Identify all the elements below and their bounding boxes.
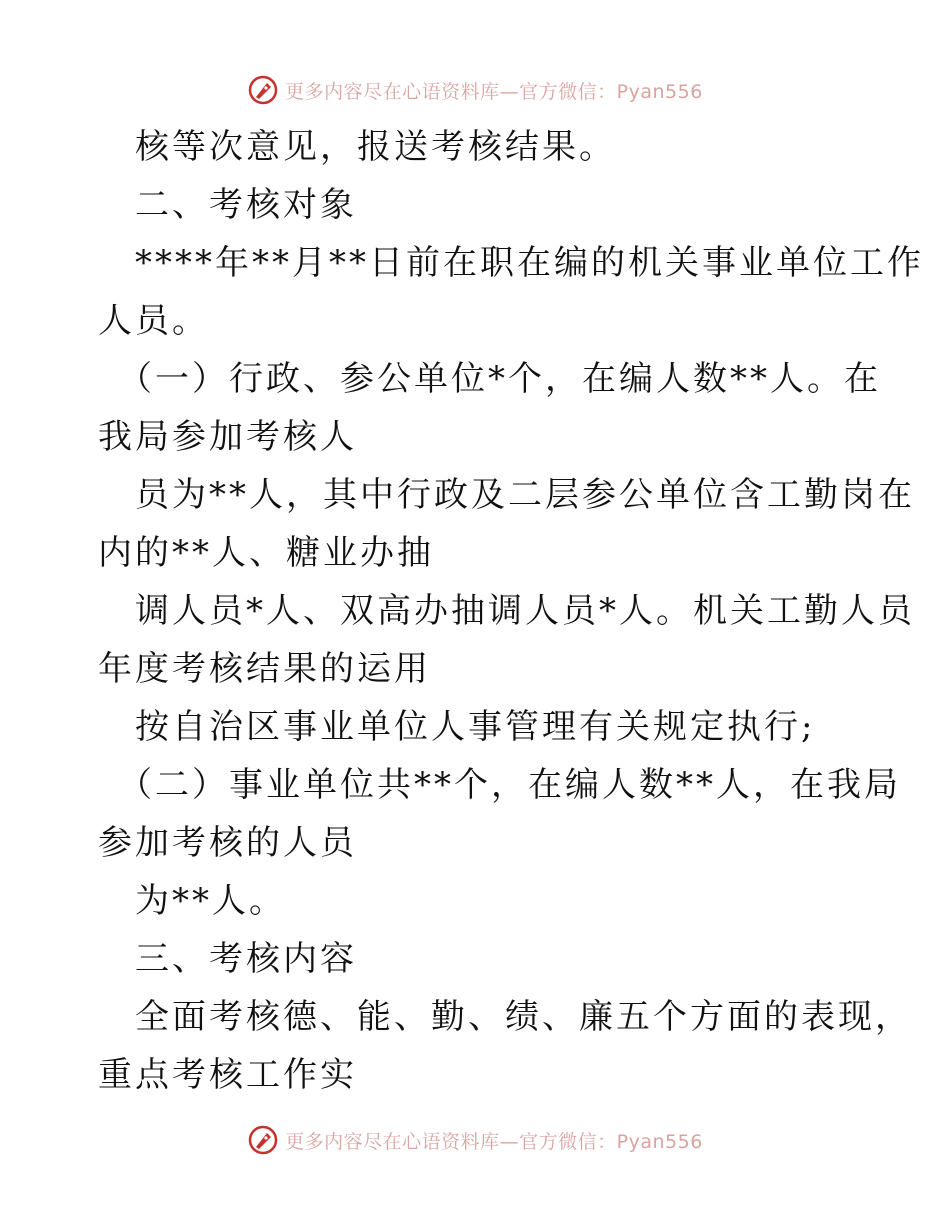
body-line: 为**人。 [135,881,286,921]
body-line: 重点考核工作实 [98,1055,357,1095]
pen-nib-logo-icon [247,74,279,106]
header-watermark [0,70,950,110]
body-line: ****年**月**日前在职在编的机关事业单位工作 [135,243,924,283]
pen-nib-logo-icon [247,1124,279,1156]
body-line: 按自治区事业单位人事管理有关规定执行; [135,707,816,747]
document-body [98,118,924,1104]
footer-watermark [0,1120,950,1160]
body-line: 年度考核结果的运用 [98,649,431,689]
section-heading-2: 二、考核对象 [135,185,357,225]
header-watermark-text: 更多内容尽在心语资料库—官方微信：Pyan556 [285,80,703,103]
body-line: （一）行政、参公单位*个，在编人数**人。在 [118,359,881,399]
body-line: 参加考核的人员 [98,823,357,863]
body-line: 员为**人，其中行政及二层参公单位含工勤岗在 [135,475,915,515]
section-heading-3: 三、考核内容 [135,939,357,979]
body-line: 我局参加考核人 [98,417,357,457]
body-line: 人员。 [98,301,209,341]
body-line: 调人员*人、双高办抽调人员*人。机关工勤人员 [135,591,915,631]
body-line: （二）事业单位共**个，在编人数**人，在我局 [118,765,901,805]
body-line: 核等次意见，报送考核结果。 [135,127,616,167]
body-line: 内的**人、糖业办抽 [98,533,434,573]
footer-watermark-text: 更多内容尽在心语资料库—官方微信：Pyan556 [285,1130,703,1153]
body-line: 全面考核德、能、勤、绩、廉五个方面的表现， [135,997,912,1037]
